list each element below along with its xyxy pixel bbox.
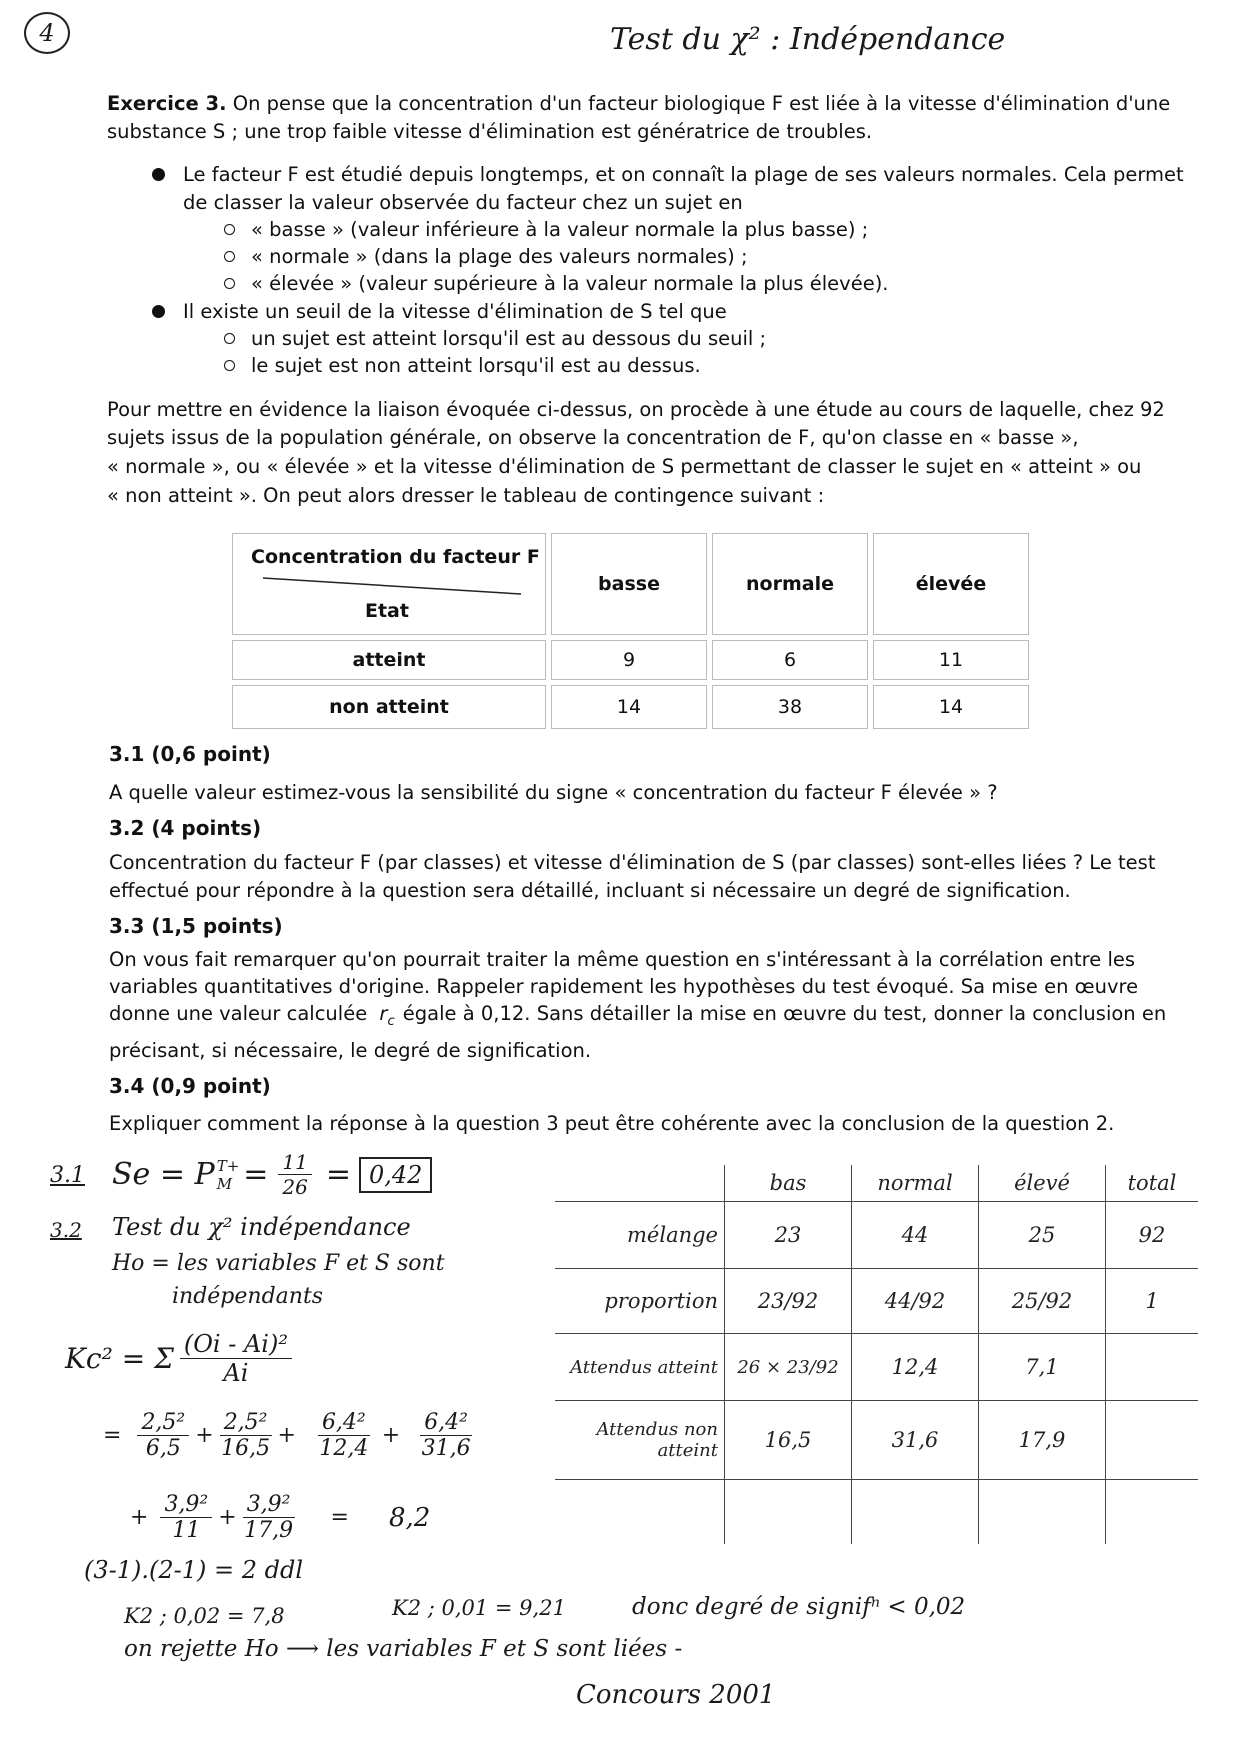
table-row	[555, 1202, 1198, 1269]
question-text: effectué pour répondre à la question sera détaillé, incluant si nécessaire un degré de signification.	[109, 879, 1071, 902]
hw-table-cell: 92	[1106, 1202, 1199, 1269]
exercise-intro-line1	[107, 92, 1170, 115]
table-cell: 14	[873, 685, 1029, 729]
hw-table-cell: 16,5	[725, 1401, 852, 1480]
hw-table-cell: 1	[1106, 1269, 1199, 1334]
hw-fraction: $\frac{11}{26}$	[278, 1150, 311, 1199]
hw-table-row-label: mélange	[555, 1202, 725, 1269]
paragraph-line: « non atteint ». On peut alors dresser le tableau de contingence suivant :	[107, 484, 825, 507]
exercise-intro-text: On pense que la concentration d'un facteur biologique F est liée à la vitesse d'élimination d'une	[232, 92, 1171, 115]
exercise-intro-line2: substance S ; une trop faible vitesse d'élimination est génératrice de troubles.	[107, 120, 873, 143]
table-row	[555, 1334, 1198, 1401]
hw-table-cell	[1106, 1480, 1199, 1545]
exercise-label: Exercice 3.	[107, 92, 227, 115]
corner-bottom-label: Etat	[365, 600, 409, 622]
circle-bullet-icon	[224, 224, 235, 235]
hw-table-cell	[852, 1480, 979, 1545]
hw-fraction: $\frac{\text{2,5²}}{16,5}$	[221, 1410, 271, 1461]
table-row	[232, 640, 1029, 680]
question-text: Concentration du facteur F (par classes) et vitesse d'élimination de S (par classes) sont-elles liées ? Le test	[109, 851, 1156, 874]
question-heading: 3.3 (1,5 points)	[109, 914, 283, 938]
paragraph-line: « normale », ou « élevée » et la vitesse d'élimination de S permettant de classer le sujet en « atteint » ou	[107, 455, 1142, 478]
page-title: Test du χ² : Indépendance	[610, 22, 1006, 57]
rc-symbol	[379, 1002, 395, 1029]
hw-k002: K2 ; 0,02 = 7,8	[124, 1604, 285, 1628]
table-row	[555, 1165, 1198, 1202]
circle-bullet-icon	[224, 360, 235, 371]
hw-table-cell: 17,9	[979, 1401, 1106, 1480]
table-cell: 6	[712, 640, 868, 680]
sub-item-text: « basse » (valeur inférieure à la valeur normale la plus basse) ;	[251, 218, 869, 241]
paragraph-line: Pour mettre en évidence la liaison évoquée ci-dessus, on procède à une étude au cours de laquelle, chez 92	[107, 398, 1165, 421]
hw-table-header: normal	[852, 1165, 979, 1202]
hw-table-cell	[725, 1480, 852, 1545]
table-row-label: non atteint	[232, 685, 546, 729]
circle-bullet-icon	[224, 278, 235, 289]
corner-divider-line	[263, 576, 523, 596]
question-heading: 3.2 (4 points)	[109, 816, 262, 840]
hw-table-cell: 26 × 23/92	[725, 1334, 852, 1401]
hw-table-cell	[979, 1480, 1106, 1545]
hw-table-corner	[555, 1165, 725, 1202]
hw-q31-label: 3.1	[50, 1163, 85, 1188]
question-text: On vous fait remarquer qu'on pourrait traiter la même question en s'intéressant à la corrélation entre les	[109, 948, 1136, 971]
hw-fraction: $\frac{\text{6,4²}}{12,4}$	[319, 1410, 369, 1461]
hw-table-cell: 23	[725, 1202, 852, 1269]
table-cell: 9	[551, 640, 707, 680]
table-row	[232, 533, 1029, 635]
corner-top-label: Concentration du facteur F	[251, 546, 540, 568]
hw-p-sub: M	[216, 1174, 233, 1193]
hw-kc-value: 8,2	[388, 1502, 431, 1533]
hw-p-indices	[217, 1157, 240, 1193]
hw-kc-lhs: Kc² = Σ	[65, 1342, 174, 1375]
hw-fraction: $\frac{\text{3,9²}}{11}$	[160, 1492, 212, 1543]
sub-item	[224, 245, 748, 268]
hw-table-row-label: Attendus atteint	[555, 1334, 725, 1401]
hw-h0-line2: indépendants	[172, 1284, 324, 1309]
bullet-dot-icon	[152, 168, 165, 181]
hw-table-header: total	[1106, 1165, 1199, 1202]
hw-table-row-label: Attendus non atteint	[555, 1401, 725, 1480]
hw-expected-table	[555, 1165, 1198, 1544]
hw-h0-line1: Ho = les variables F et S sont	[112, 1251, 445, 1276]
sub-item	[224, 327, 766, 350]
hw-table-row-label	[555, 1480, 725, 1545]
hw-se: Se = P	[112, 1157, 215, 1192]
hw-q31-result: 0,42	[359, 1157, 432, 1193]
page-number-circle	[24, 12, 70, 54]
table-header-cell: normale	[712, 533, 868, 635]
hw-ddl: (3-1).(2-1) = 2 ddl	[84, 1556, 304, 1584]
circle-bullet-icon	[224, 333, 235, 344]
hw-table-cell: 12,4	[852, 1334, 979, 1401]
table-row	[555, 1269, 1198, 1334]
hw-table-header: élevé	[979, 1165, 1106, 1202]
hw-table-row-label: proportion	[555, 1269, 725, 1334]
question-heading: 3.1 (0,6 point)	[109, 742, 271, 766]
table-row	[555, 1401, 1198, 1480]
bullet2-line	[152, 300, 727, 323]
hw-sum-line2: + $\frac{\text{3,9²}}{11}$ + $\frac{\text{3,9²}}{17,9}$ = 8,2	[130, 1492, 431, 1543]
contingency-table	[227, 528, 1034, 734]
table-corner-cell	[232, 533, 546, 635]
bullet1-line2: de classer la valeur observée du facteur chez un sujet en	[183, 191, 743, 214]
hw-k001: K2 ; 0,01 = 9,21	[392, 1596, 566, 1620]
hw-fraction: $\frac{\text{6,4²}}{31,6}$	[421, 1410, 471, 1461]
hw-reject: on rejette Ho ⟶ les variables F et S sont liées -	[124, 1636, 683, 1662]
question-text: Expliquer comment la réponse à la question 3 peut être cohérente avec la conclusion de la question 2.	[109, 1112, 1115, 1135]
question-heading: 3.4 (0,9 point)	[109, 1074, 271, 1098]
circle-bullet-icon	[224, 251, 235, 262]
hw-p-sup: T+	[216, 1156, 240, 1175]
hw-table-cell	[1106, 1334, 1199, 1401]
table-cell: 14	[551, 685, 707, 729]
hw-kc-formula	[65, 1330, 298, 1387]
hw-table-cell: 7,1	[979, 1334, 1106, 1401]
table-row	[555, 1480, 1198, 1545]
hw-sum-line1: = $\frac{\text{2,5²}}{6,5}$ + $\frac{\text{2,5²}}{16,5}$ + $\frac{\text{6,4²}}{12,4}$ + $\frac{\text{6,4²}}{31,6}$	[103, 1410, 471, 1461]
question-text-with-rc	[109, 1002, 1166, 1029]
hw-q31-formula: Se = P T+ M = $\frac{11}{26}$ = 0,42	[112, 1150, 432, 1199]
sub-item-text: « normale » (dans la plage des valeurs normales) ;	[251, 245, 748, 268]
hw-table-cell: 23/92	[725, 1269, 852, 1334]
hw-table-cell: 44/92	[852, 1269, 979, 1334]
page-number: 4	[39, 19, 55, 47]
sub-item	[224, 354, 701, 377]
question-text: A quelle valeur estimez-vous la sensibilité du signe « concentration du facteur F élevée » ?	[109, 781, 998, 804]
bullet1-line1	[152, 163, 1184, 186]
sub-item	[224, 218, 868, 241]
table-cell: 38	[712, 685, 868, 729]
sub-item-text: « élevée » (valeur supérieure à la valeur normale la plus élevée).	[251, 272, 889, 295]
hw-table-cell: 25	[979, 1202, 1106, 1269]
sub-item	[224, 272, 889, 295]
table-cell: 11	[873, 640, 1029, 680]
hw-conclusion-degree: donc degré de signifⁿ < 0,02	[632, 1594, 966, 1620]
rc-subscript: c	[387, 1013, 395, 1029]
table-header-cell: basse	[551, 533, 707, 635]
hw-footer: Concours 2001	[576, 1680, 776, 1710]
bullet-dot-icon	[152, 305, 165, 318]
bullet2-text: Il existe un seuil de la vitesse d'élimination de S tel que	[183, 300, 727, 323]
hw-fraction: $\frac{\text{2,5²}}{6,5}$	[137, 1410, 189, 1461]
hw-fraction: $\frac{\text{(Oi - Ai)²}}{Ai}$	[180, 1330, 292, 1387]
table-row-label: atteint	[232, 640, 546, 680]
hw-table-cell: 31,6	[852, 1401, 979, 1480]
hw-table-cell: 44	[852, 1202, 979, 1269]
question-text: égale à 0,12. Sans détailler la mise en œuvre du test, donner la conclusion en	[402, 1002, 1167, 1025]
rc-letter: r	[379, 1002, 388, 1025]
hw-fraction: $\frac{\text{3,9²}}{17,9}$	[244, 1492, 294, 1543]
hw-q32-label: 3.2	[50, 1218, 82, 1242]
paragraph-line: sujets issus de la population générale, on observe la concentration de F, qu'on classe en « basse »,	[107, 426, 1079, 449]
hw-table-cell: 25/92	[979, 1269, 1106, 1334]
sub-item-text: un sujet est atteint lorsqu'il est au dessous du seuil ;	[251, 327, 767, 350]
hw-q32-title: Test du χ² indépendance	[112, 1213, 411, 1241]
question-text: variables quantitatives d'origine. Rappeler rapidement les hypothèses du test évoqué. Sa mise en œuvre	[109, 975, 1139, 998]
question-text: donne une valeur calculée	[109, 1002, 368, 1025]
question-text: précisant, si nécessaire, le degré de signification.	[109, 1039, 592, 1062]
table-row	[232, 685, 1029, 729]
hw-table-cell	[1106, 1401, 1199, 1480]
bullet1-text: Le facteur F est étudié depuis longtemps, et on connaît la plage de ses valeurs normales. Cela permet	[183, 163, 1184, 186]
table-header-cell: élevée	[873, 533, 1029, 635]
hw-table-header: bas	[725, 1165, 852, 1202]
sub-item-text: le sujet est non atteint lorsqu'il est au dessus.	[251, 354, 701, 377]
